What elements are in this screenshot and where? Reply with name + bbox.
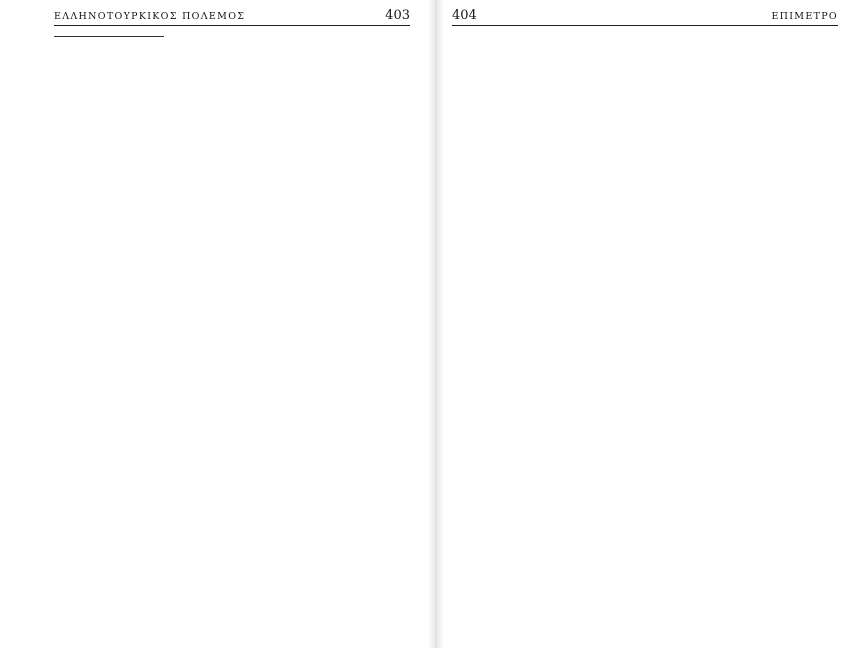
left-running-title: ΕΛΛΗΝΟΤΟΥΡΚΙΚΟΣ ΠΟΛΕΜΟΣ	[54, 11, 246, 22]
footnote-divider	[54, 36, 164, 37]
book-gutter	[428, 0, 444, 648]
left-running-head	[54, 8, 410, 26]
right-running-head	[452, 8, 838, 26]
right-page-number: 404	[452, 8, 477, 23]
left-page-number: 403	[385, 8, 410, 23]
right-running-title: ΕΠΙΜΕΤΡΟ	[771, 11, 838, 22]
right-page	[444, 0, 864, 648]
left-page	[0, 0, 428, 648]
